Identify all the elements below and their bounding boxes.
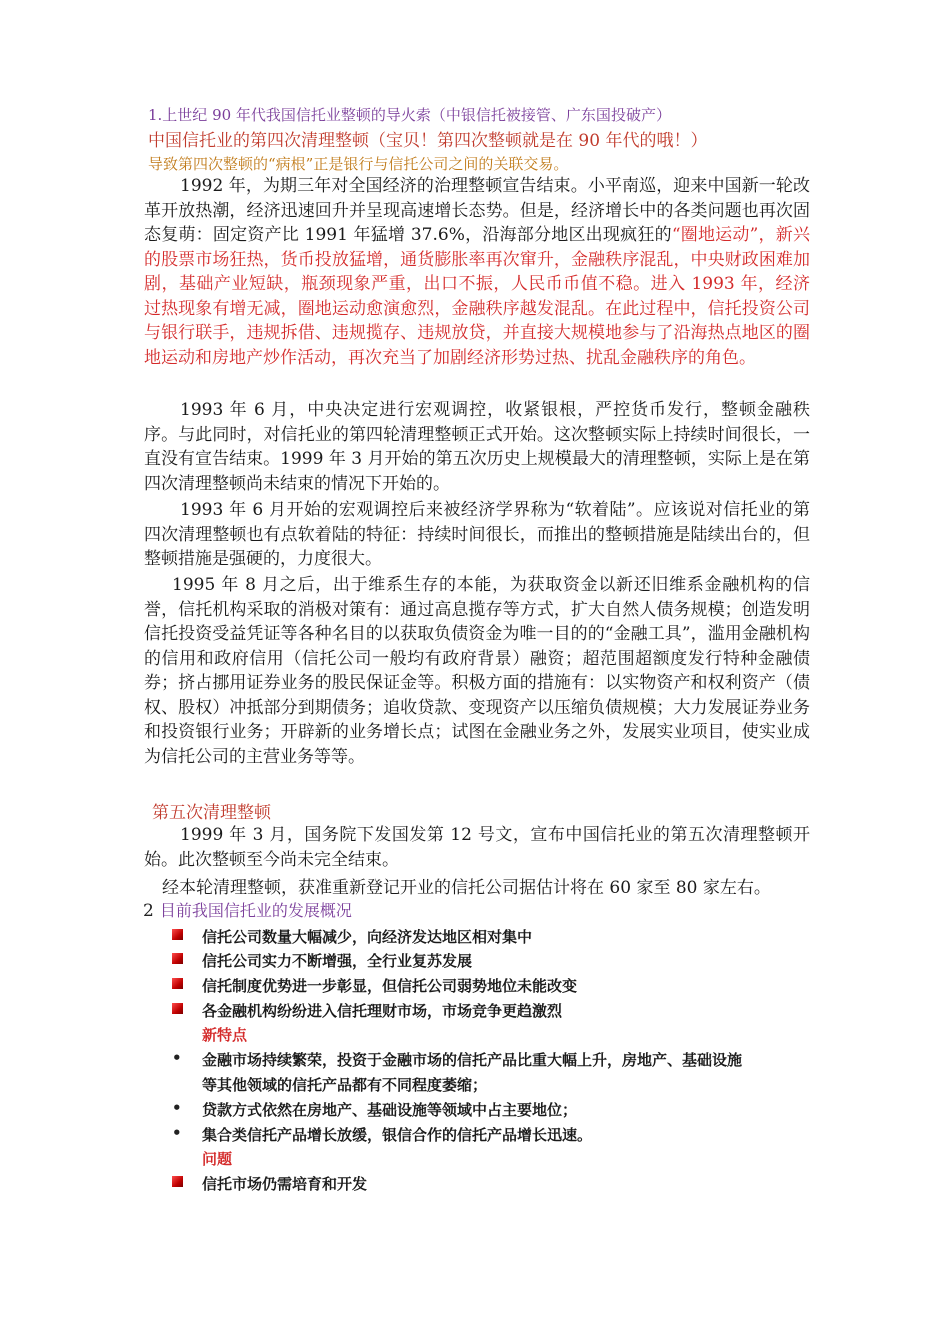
paragraph-1995: 1995 年 8 月之后，出于维系生存的本能，为获取资金以新还旧维系金融机构的信誉，信托机构采取的消极对策有：通过高息揽存等方式，扩大自然人债务规模；创造发明信托投资受益凭证等各种名目的以获取负债资金为唯一目的的“金融工具”，滥用金融机构的信用和政府信用（信托公司一般均有政府背景）融资；超范围超额度发行特种金融债券；挤占挪用证券业务的股民保证金等。积极方面的措施有：以实物资产和权利资产（债权、股权）冲抵部分到期债务；追收贷款、变现资产以压缩负债规模；大力发展证券业务和投资银行业务；开辟新的业务增长点；试图在金融业务之外，发展实业项目，使实业成为信托公司的主营业务等等。: [144, 575, 810, 767]
paragraph-1999: 1999 年 3 月，国务院下发国发第 12 号文，宣布中国信托业的第五次清理整顿开始。此次整顿至今尚未完全结束。: [144, 825, 810, 870]
list-item-text: 信托市场仍需培育和开发: [202, 1175, 368, 1193]
section-2-heading: [143, 898, 352, 921]
red-square-bullet-icon: [172, 1176, 183, 1187]
dot-bullet-icon: •: [172, 1049, 182, 1067]
paragraph-1993-macro: 1993 年 6 月，中央决定进行宏观调控，收紧银根，严控货币发行，整顿金融秩序。与此同时，对信托业的第四轮清理整顿正式开始。这次整顿实际上持续时间很长，一直没有宣告结束。1999 年 3 月开始的第五次历史上规模最大的清理整顿，实际上是在第四次清理整顿尚未结束的情况下开始的。: [144, 400, 810, 494]
dot-bullet-icon: •: [172, 1124, 182, 1142]
paragraph-1992-black: 1992 年，为期三年对全国经济的治理整顿宣告结束。小平南巡，迎来中国新一轮改革开放热潮，经济迅速回升并呈现高速增长态势。但是，经济增长中的各类问题也再次固态复萌：固定资产比 1991 年猛增 37.6%，沿海部分地区出现疯狂的: [144, 176, 810, 245]
list-item-text: 信托制度优势进一步彰显，但信托公司弱势地位未能改变: [202, 977, 578, 995]
section-2-title: 目前我国信托业的发展概况: [159, 901, 352, 920]
new-features-label: 新特点: [202, 1026, 248, 1044]
paragraph-1992-red: “圈地运动”，新兴的股票市场狂热，货币投放猛增，通货膨胀率再次窜升，金融秩序混乱，中央财政困难加剧，基础产业短缺，瓶颈现象严重，出口不振，人民币币值不稳。进入 1993 年，经济过热现象有增无减，圈地运动愈演愈烈，金融秩序越发混乱。在此过程中，信托投资公司与银行联手，违规拆借、违规揽存、违规放贷，并直接大规模地参与了沿海热点地区的圈地运动和房地产炒作活动，再次充当了加剧经济形势过热、扰乱金融秩序的角色。: [144, 225, 810, 368]
list-item-text: 信托公司实力不断增强，全行业复苏发展: [202, 952, 473, 970]
list-item-text: 等其他领域的信托产品都有不同程度萎缩；: [202, 1076, 488, 1094]
problems-label: 问题: [202, 1150, 233, 1168]
heading-fourth-rectification: 中国信托业的第四次清理整顿（宝贝！第四次整顿就是在 90 年代的哦！）: [148, 131, 708, 151]
list-item-text: 金融市场持续繁荣，投资于金融市场的信托产品比重大幅上升，房地产、基础设施: [202, 1051, 743, 1069]
paragraph-soft-landing: 1993 年 6 月开始的宏观调控后来被经济学界称为“软着陆”。应该说对信托业的第四次清理整顿也有点软着陆的特征：持续时间很长，而推出的整顿措施是陆续出台的，但整顿措施是强硬的，力度很大。: [144, 500, 810, 569]
paragraph-re-registration: 经本轮清理整顿，获准重新登记开业的信托公司据估计将在 60 家至 80 家左右。: [162, 878, 771, 898]
red-square-bullet-icon: [172, 929, 183, 940]
list-item-text: 各金融机构纷纷进入信托理财市场，市场竞争更趋激烈: [202, 1002, 563, 1020]
heading-fifth-rectification: 第五次清理整顿: [152, 803, 271, 823]
section-2-number: 2: [143, 901, 154, 921]
heading-trigger: 1.上世纪 90 年代我国信托业整顿的导火索（中银信托被接管、广东国投破产）: [148, 106, 671, 124]
list-item-text: 贷款方式依然在房地产、基础设施等领域中占主要地位；: [202, 1101, 578, 1119]
dot-bullet-icon: •: [172, 1099, 182, 1117]
red-square-bullet-icon: [172, 978, 183, 989]
list-item-text: 集合类信托产品增长放缓，银信合作的信托产品增长迅速。: [202, 1126, 593, 1144]
list-item-text: 信托公司数量大幅减少，向经济发达地区相对集中: [202, 928, 533, 946]
section-2-list: [172, 926, 822, 1206]
red-square-bullet-icon: [172, 1003, 183, 1014]
heading-root-cause: 导致第四次整顿的“病根”正是银行与信托公司之间的关联交易。: [148, 155, 569, 173]
paragraph-1992: [144, 174, 810, 370]
red-square-bullet-icon: [172, 953, 183, 964]
